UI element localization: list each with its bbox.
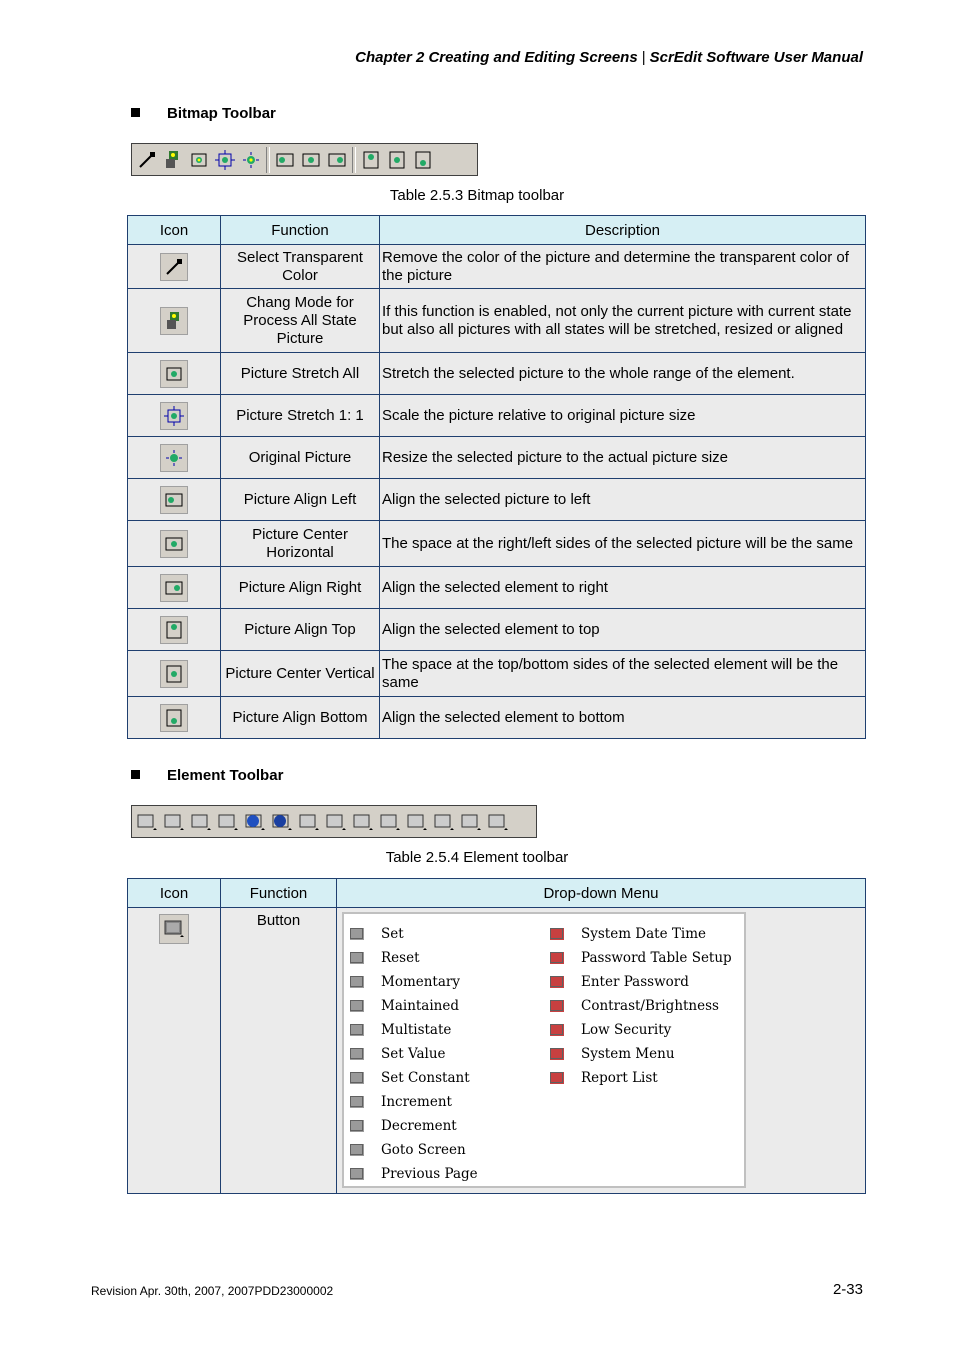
bitmap-table-caption: Table 2.5.3 Bitmap toolbar <box>389 187 565 204</box>
menu-item[interactable] <box>344 1114 478 1138</box>
menu-item-label: Previous Page <box>381 1166 478 1182</box>
button-type-icon <box>350 1168 364 1180</box>
original-picture-icon[interactable] <box>240 149 262 171</box>
button-type-icon <box>350 1048 364 1060</box>
column-header: Icon <box>128 879 221 908</box>
keyboard-icon[interactable] <box>487 811 509 833</box>
table-row <box>128 609 866 651</box>
menu-item[interactable] <box>344 994 478 1018</box>
align-bottom-icon[interactable] <box>412 149 434 171</box>
bitmap-table <box>127 215 866 739</box>
toolbar-separator <box>266 147 270 173</box>
icon-cell <box>128 609 221 651</box>
center-horizontal-icon <box>160 530 188 558</box>
icon-cell <box>128 437 221 479</box>
bitmap-toolbar <box>131 143 478 176</box>
button-type-icon <box>550 1000 564 1012</box>
menu-item-label: Report List <box>581 1070 658 1086</box>
button-icon[interactable] <box>136 811 158 833</box>
menu-item[interactable] <box>344 1066 478 1090</box>
menu-item-label: Maintained <box>381 998 460 1014</box>
function-cell: Button <box>221 908 337 1194</box>
function-cell: Chang Mode for Process All State Picture <box>221 289 380 353</box>
button-type-icon <box>550 976 564 988</box>
page-header <box>355 49 863 66</box>
button-type-icon <box>350 952 364 964</box>
chapter-title: Chapter 2 Creating and Editing Screens <box>355 49 638 66</box>
description-cell: Stretch the selected picture to the whole range of the element. <box>380 353 866 395</box>
icon-cell <box>128 353 221 395</box>
menu-item-label: Set Value <box>381 1046 446 1062</box>
menu-item-label: Increment <box>381 1094 452 1110</box>
table-row <box>128 245 866 289</box>
align-left-icon <box>160 486 188 514</box>
button-type-icon <box>350 1072 364 1084</box>
bitmap-title-text: Bitmap Toolbar <box>167 105 276 122</box>
all-state-picture-icon <box>160 307 188 335</box>
menu-item-label: Set <box>381 926 404 942</box>
menu-item-label: Set Constant <box>381 1070 470 1086</box>
eyedropper-icon[interactable] <box>136 149 158 171</box>
menu-item[interactable] <box>544 994 732 1018</box>
function-cell: Original Picture <box>221 437 380 479</box>
description-cell: Align the selected element to top <box>380 609 866 651</box>
table-row <box>128 353 866 395</box>
stretch-1-1-icon <box>160 402 188 430</box>
menu-item-label: Reset <box>381 950 420 966</box>
footer-revision: Revision Apr. 30th, 2007, 2007PDD23000002 <box>91 1284 334 1298</box>
button-type-icon <box>350 1096 364 1108</box>
function-cell: Picture Align Top <box>221 609 380 651</box>
function-cell: Select Transparent Color <box>221 245 380 289</box>
menu-item-label: Password Table Setup <box>581 950 732 966</box>
align-top-icon[interactable] <box>360 149 382 171</box>
description-cell: Align the selected element to bottom <box>380 697 866 739</box>
menu-item[interactable] <box>344 1138 478 1162</box>
meter-icon[interactable] <box>163 811 185 833</box>
table-row <box>128 521 866 567</box>
button-type-icon <box>350 976 364 988</box>
menu-item-label: Multistate <box>381 1022 452 1038</box>
description-cell: If this function is enabled, not only the current picture with current state but also all pictures with all states will be stretched, resized or aligned <box>380 289 866 353</box>
column-header: Icon <box>128 216 221 245</box>
menu-item-label: Decrement <box>381 1118 457 1134</box>
description-cell: Resize the selected picture to the actual picture size <box>380 437 866 479</box>
description-cell: Align the selected element to right <box>380 567 866 609</box>
grid-icon[interactable] <box>298 811 320 833</box>
all-state-picture-icon[interactable] <box>162 149 184 171</box>
menu-item[interactable] <box>344 970 478 994</box>
function-cell: Picture Center Vertical <box>221 651 380 697</box>
menu-item[interactable] <box>544 946 732 970</box>
align-bottom-icon <box>160 704 188 732</box>
function-cell: Picture Align Right <box>221 567 380 609</box>
table-row <box>128 289 866 353</box>
table-icon[interactable] <box>406 811 428 833</box>
description-cell: The space at the right/left sides of the selected picture will be the same <box>380 521 866 567</box>
menu-item-label: Momentary <box>381 974 460 990</box>
table-row <box>128 395 866 437</box>
alarm-icon[interactable] <box>433 811 455 833</box>
menu-item[interactable] <box>344 922 478 946</box>
description-cell: Align the selected picture to left <box>380 479 866 521</box>
description-cell: Remove the color of the picture and determine the transparent color of the picture <box>380 245 866 289</box>
menu-item[interactable] <box>544 1042 732 1066</box>
eyedropper-icon <box>160 253 188 281</box>
bullet-icon <box>131 108 140 117</box>
screen-icon[interactable] <box>352 811 374 833</box>
original-picture-icon <box>160 444 188 472</box>
description-cell: Scale the picture relative to original picture size <box>380 395 866 437</box>
menu-item-label: Goto Screen <box>381 1142 466 1158</box>
icon-cell <box>128 697 221 739</box>
icon-cell <box>128 651 221 697</box>
menu-item-label: Contrast/Brightness <box>581 998 719 1014</box>
center-vertical-icon <box>160 660 188 688</box>
menu-item[interactable] <box>344 1042 478 1066</box>
button-dropdown-menu <box>342 912 746 1188</box>
button-element-icon <box>159 914 189 944</box>
button-type-icon <box>550 952 564 964</box>
stretch-1-1-icon[interactable] <box>214 149 236 171</box>
center-horizontal-icon[interactable] <box>300 149 322 171</box>
page-number: 2-33 <box>832 1281 863 1298</box>
button-type-icon <box>350 1000 364 1012</box>
icon-cell <box>128 521 221 567</box>
column-header: Drop-down Menu <box>337 879 866 908</box>
header-separator: | <box>641 49 646 66</box>
element-section-title <box>131 767 283 784</box>
stretch-all-icon <box>160 360 188 388</box>
column-header: Description <box>380 216 866 245</box>
menu-item-label: Low Security <box>581 1022 672 1038</box>
menu-item-label: Enter Password <box>581 974 689 990</box>
function-cell: Picture Align Left <box>221 479 380 521</box>
function-cell: Picture Stretch All <box>221 353 380 395</box>
menu-item[interactable] <box>344 1090 478 1114</box>
icon-cell <box>128 245 221 289</box>
icon-cell <box>128 395 221 437</box>
menu-item[interactable] <box>544 922 732 946</box>
description-cell: The space at the top/bottom sides of the selected element will be the same <box>380 651 866 697</box>
button-type-icon <box>550 1072 564 1084</box>
chart-icon[interactable] <box>217 811 239 833</box>
bitmap-section-title <box>131 105 276 122</box>
sound-icon[interactable] <box>325 811 347 833</box>
center-vertical-icon[interactable] <box>386 149 408 171</box>
column-header: Function <box>221 879 337 908</box>
manual-title: ScrEdit Software User Manual <box>649 49 863 66</box>
table-header-row <box>128 216 866 245</box>
icon-cell <box>128 567 221 609</box>
button-type-icon <box>350 1144 364 1156</box>
table-row <box>128 651 866 697</box>
button-type-icon <box>350 1120 364 1132</box>
element-table-caption: Table 2.5.4 Element toolbar <box>385 849 569 866</box>
menu-item[interactable] <box>544 1066 732 1090</box>
element-toolbar <box>131 805 537 838</box>
toolbar-separator <box>352 147 356 173</box>
align-top-icon <box>160 616 188 644</box>
menu-item[interactable] <box>344 946 478 970</box>
menu-item[interactable] <box>544 1018 732 1042</box>
table-row <box>128 437 866 479</box>
button-type-icon <box>350 1024 364 1036</box>
icon-cell <box>128 908 221 1194</box>
table-row <box>128 479 866 521</box>
pie-icon[interactable] <box>244 811 266 833</box>
column-header: Function <box>221 216 380 245</box>
edit-icon[interactable] <box>379 811 401 833</box>
circle-icon[interactable] <box>271 811 293 833</box>
table-row <box>128 567 866 609</box>
align-right-icon <box>160 574 188 602</box>
display-icon[interactable] <box>190 811 212 833</box>
bullet-icon <box>131 770 140 779</box>
menu-item[interactable] <box>544 970 732 994</box>
icon-cell <box>128 479 221 521</box>
button-type-icon <box>550 1048 564 1060</box>
table-header-row <box>128 879 866 908</box>
button-type-icon <box>550 928 564 940</box>
element-title-text: Element Toolbar <box>167 767 284 784</box>
function-cell: Picture Center Horizontal <box>221 521 380 567</box>
menu-item[interactable] <box>344 1162 478 1186</box>
icon-cell <box>128 289 221 353</box>
function-cell: Picture Align Bottom <box>221 697 380 739</box>
menu-item-label: System Menu <box>581 1046 675 1062</box>
align-left-icon[interactable] <box>274 149 296 171</box>
stretch-all-icon[interactable] <box>188 149 210 171</box>
function-cell: Picture Stretch 1: 1 <box>221 395 380 437</box>
button-type-icon <box>550 1024 564 1036</box>
menu-item-label: System Date Time <box>581 926 707 942</box>
table-row <box>128 697 866 739</box>
color-icon[interactable] <box>460 811 482 833</box>
align-right-icon[interactable] <box>326 149 348 171</box>
button-type-icon <box>350 928 364 940</box>
menu-item[interactable] <box>344 1018 478 1042</box>
